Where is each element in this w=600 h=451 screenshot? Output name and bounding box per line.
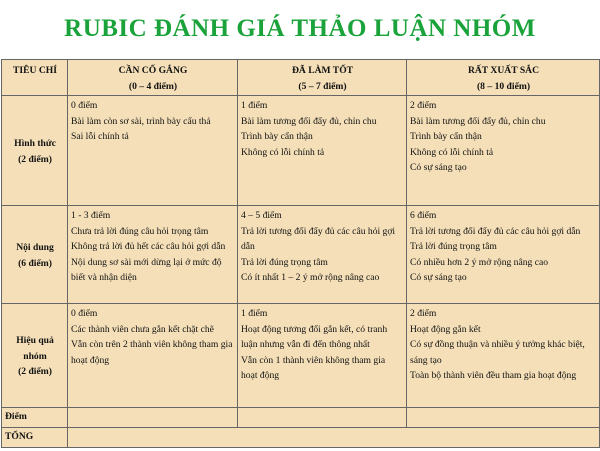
- cell-line: 1 điểm: [241, 100, 268, 111]
- total-label: TỔNG: [2, 428, 68, 448]
- cell-line: Có ít nhất 1 – 2 ý mở rộng nâng cao: [241, 272, 380, 283]
- criterion-cell: [2, 206, 68, 304]
- level-cell: [238, 206, 407, 304]
- cell-line: Không có lỗi chính tả: [410, 146, 494, 158]
- cell-line: 2 điểm: [410, 100, 437, 111]
- cell-line: Trả lời tương đối đẩy đủ các câu hỏi gợi dẫn: [410, 225, 581, 237]
- cell-line: Sai lỗi chính tả: [71, 131, 129, 142]
- criterion-cell: [2, 304, 68, 408]
- level-cell: [238, 304, 407, 408]
- score-cell-2[interactable]: [238, 408, 407, 428]
- score-row: [2, 408, 600, 428]
- total-row: [2, 428, 600, 448]
- page-title: RUBIC ĐÁNH GIÁ THẢO LUẬN NHÓM: [64, 15, 536, 42]
- cell-line: Nội dung sơ sài mới dừng lại ở mức độ biết và nhận diện: [71, 256, 222, 283]
- cell-line: Hoạt động tương đối gắn kết, có tranh luận nhưng vẫn đi đến thông nhất: [241, 323, 388, 350]
- criteria-header: TIÊU CHÍ: [2, 60, 68, 96]
- criterion-cell: [2, 96, 68, 206]
- level-range: (0 – 4 điểm): [128, 80, 178, 92]
- criterion-name: Hình thức: [14, 138, 56, 149]
- header-row: [2, 60, 600, 96]
- level-cell: [68, 304, 238, 408]
- table-row-hieu-qua-nhom: [2, 304, 600, 408]
- level-range: (8 – 10 điểm): [476, 80, 531, 92]
- cell-line: Có sự đồng thuận và nhiều ý tưởng khác biệt, sáng tạo: [410, 339, 585, 366]
- criterion-name: Hiệu quả nhóm: [16, 335, 54, 362]
- level-range: (5 – 7 điểm): [298, 80, 347, 92]
- cell-line: Vẫn còn 1 thành viên không tham gia hoạt động: [241, 354, 386, 381]
- score-label: Điểm: [2, 408, 68, 428]
- cell-line: Có sự sáng tạo: [410, 272, 467, 283]
- criterion-points: (6 điểm): [18, 257, 52, 269]
- score-cell-3[interactable]: [407, 408, 600, 428]
- level-header-2: [238, 60, 407, 96]
- criterion-points: (2 điểm): [18, 153, 52, 165]
- cell-line: Bài làm còn sơ sài, trình bày cẩu thả: [71, 115, 211, 127]
- cell-line: 6 điểm: [410, 210, 437, 221]
- cell-line: Các thành viên chưa gắn kết chặt chẽ: [71, 323, 214, 335]
- cell-line: Trình bày cẩn thận: [241, 131, 313, 142]
- cell-line: Hoạt động gắn kết: [410, 323, 481, 335]
- cell-line: 0 điểm: [71, 308, 98, 319]
- cell-line: Bài làm tương đối đẩy đủ, chỉn chu: [241, 115, 377, 127]
- level-name: RẤT XUẤT SẮC: [467, 65, 540, 76]
- cell-line: Vẫn còn trên 2 thành viên không tham gia hoạt động: [71, 339, 233, 366]
- criterion-points: (2 điểm): [18, 366, 52, 378]
- total-cell[interactable]: [68, 428, 600, 448]
- cell-line: Không trả lời đủ hết các câu hỏi gợi dẫn: [71, 241, 226, 252]
- criterion-name: Nội dung: [16, 242, 54, 253]
- level-cell: [407, 304, 600, 408]
- level-name: ĐÃ LÀM TỐT: [291, 65, 354, 76]
- cell-line: Trả lời tương đối đẩy đủ các câu hỏi gợi dẫn: [241, 225, 396, 252]
- cell-line: 1 điểm: [241, 308, 268, 319]
- cell-line: 4 – 5 điểm: [241, 210, 282, 221]
- cell-line: Không có lỗi chính tả: [241, 146, 325, 158]
- cell-line: 2 điểm: [410, 308, 437, 319]
- cell-line: Trình bày cẩn thận: [410, 131, 482, 142]
- level-header-3: [407, 60, 600, 96]
- cell-line: Trả lời đúng trọng tâm: [241, 256, 328, 268]
- table-row-hinh-thuc: [2, 96, 600, 206]
- cell-line: Toàn bộ thành viên đều tham gia hoạt động: [410, 370, 577, 381]
- cell-line: Chưa trả lời đúng câu hỏi trọng tâm: [71, 225, 209, 237]
- level-cell: [407, 206, 600, 304]
- cell-line: Trả lời đúng trọng tâm: [410, 241, 497, 252]
- cell-line: Có sự sáng tạo: [410, 162, 467, 173]
- cell-line: Bài làm tương đối đẩy đủ, chỉn chu: [410, 115, 546, 127]
- level-header-1: [68, 60, 238, 96]
- level-cell: [238, 96, 407, 206]
- cell-line: 1 - 3 điểm: [71, 210, 111, 221]
- level-cell: [68, 206, 238, 304]
- level-cell: [68, 96, 238, 206]
- score-cell-1[interactable]: [68, 408, 238, 428]
- level-cell: [407, 96, 600, 206]
- rubric-table: [1, 59, 600, 448]
- cell-line: 0 điểm: [71, 100, 98, 111]
- table-row-noi-dung: [2, 206, 600, 304]
- level-name: CẦN CỐ GẮNG: [118, 65, 188, 76]
- cell-line: Có nhiều hơn 2 ý mở rộng nâng cao: [410, 256, 549, 268]
